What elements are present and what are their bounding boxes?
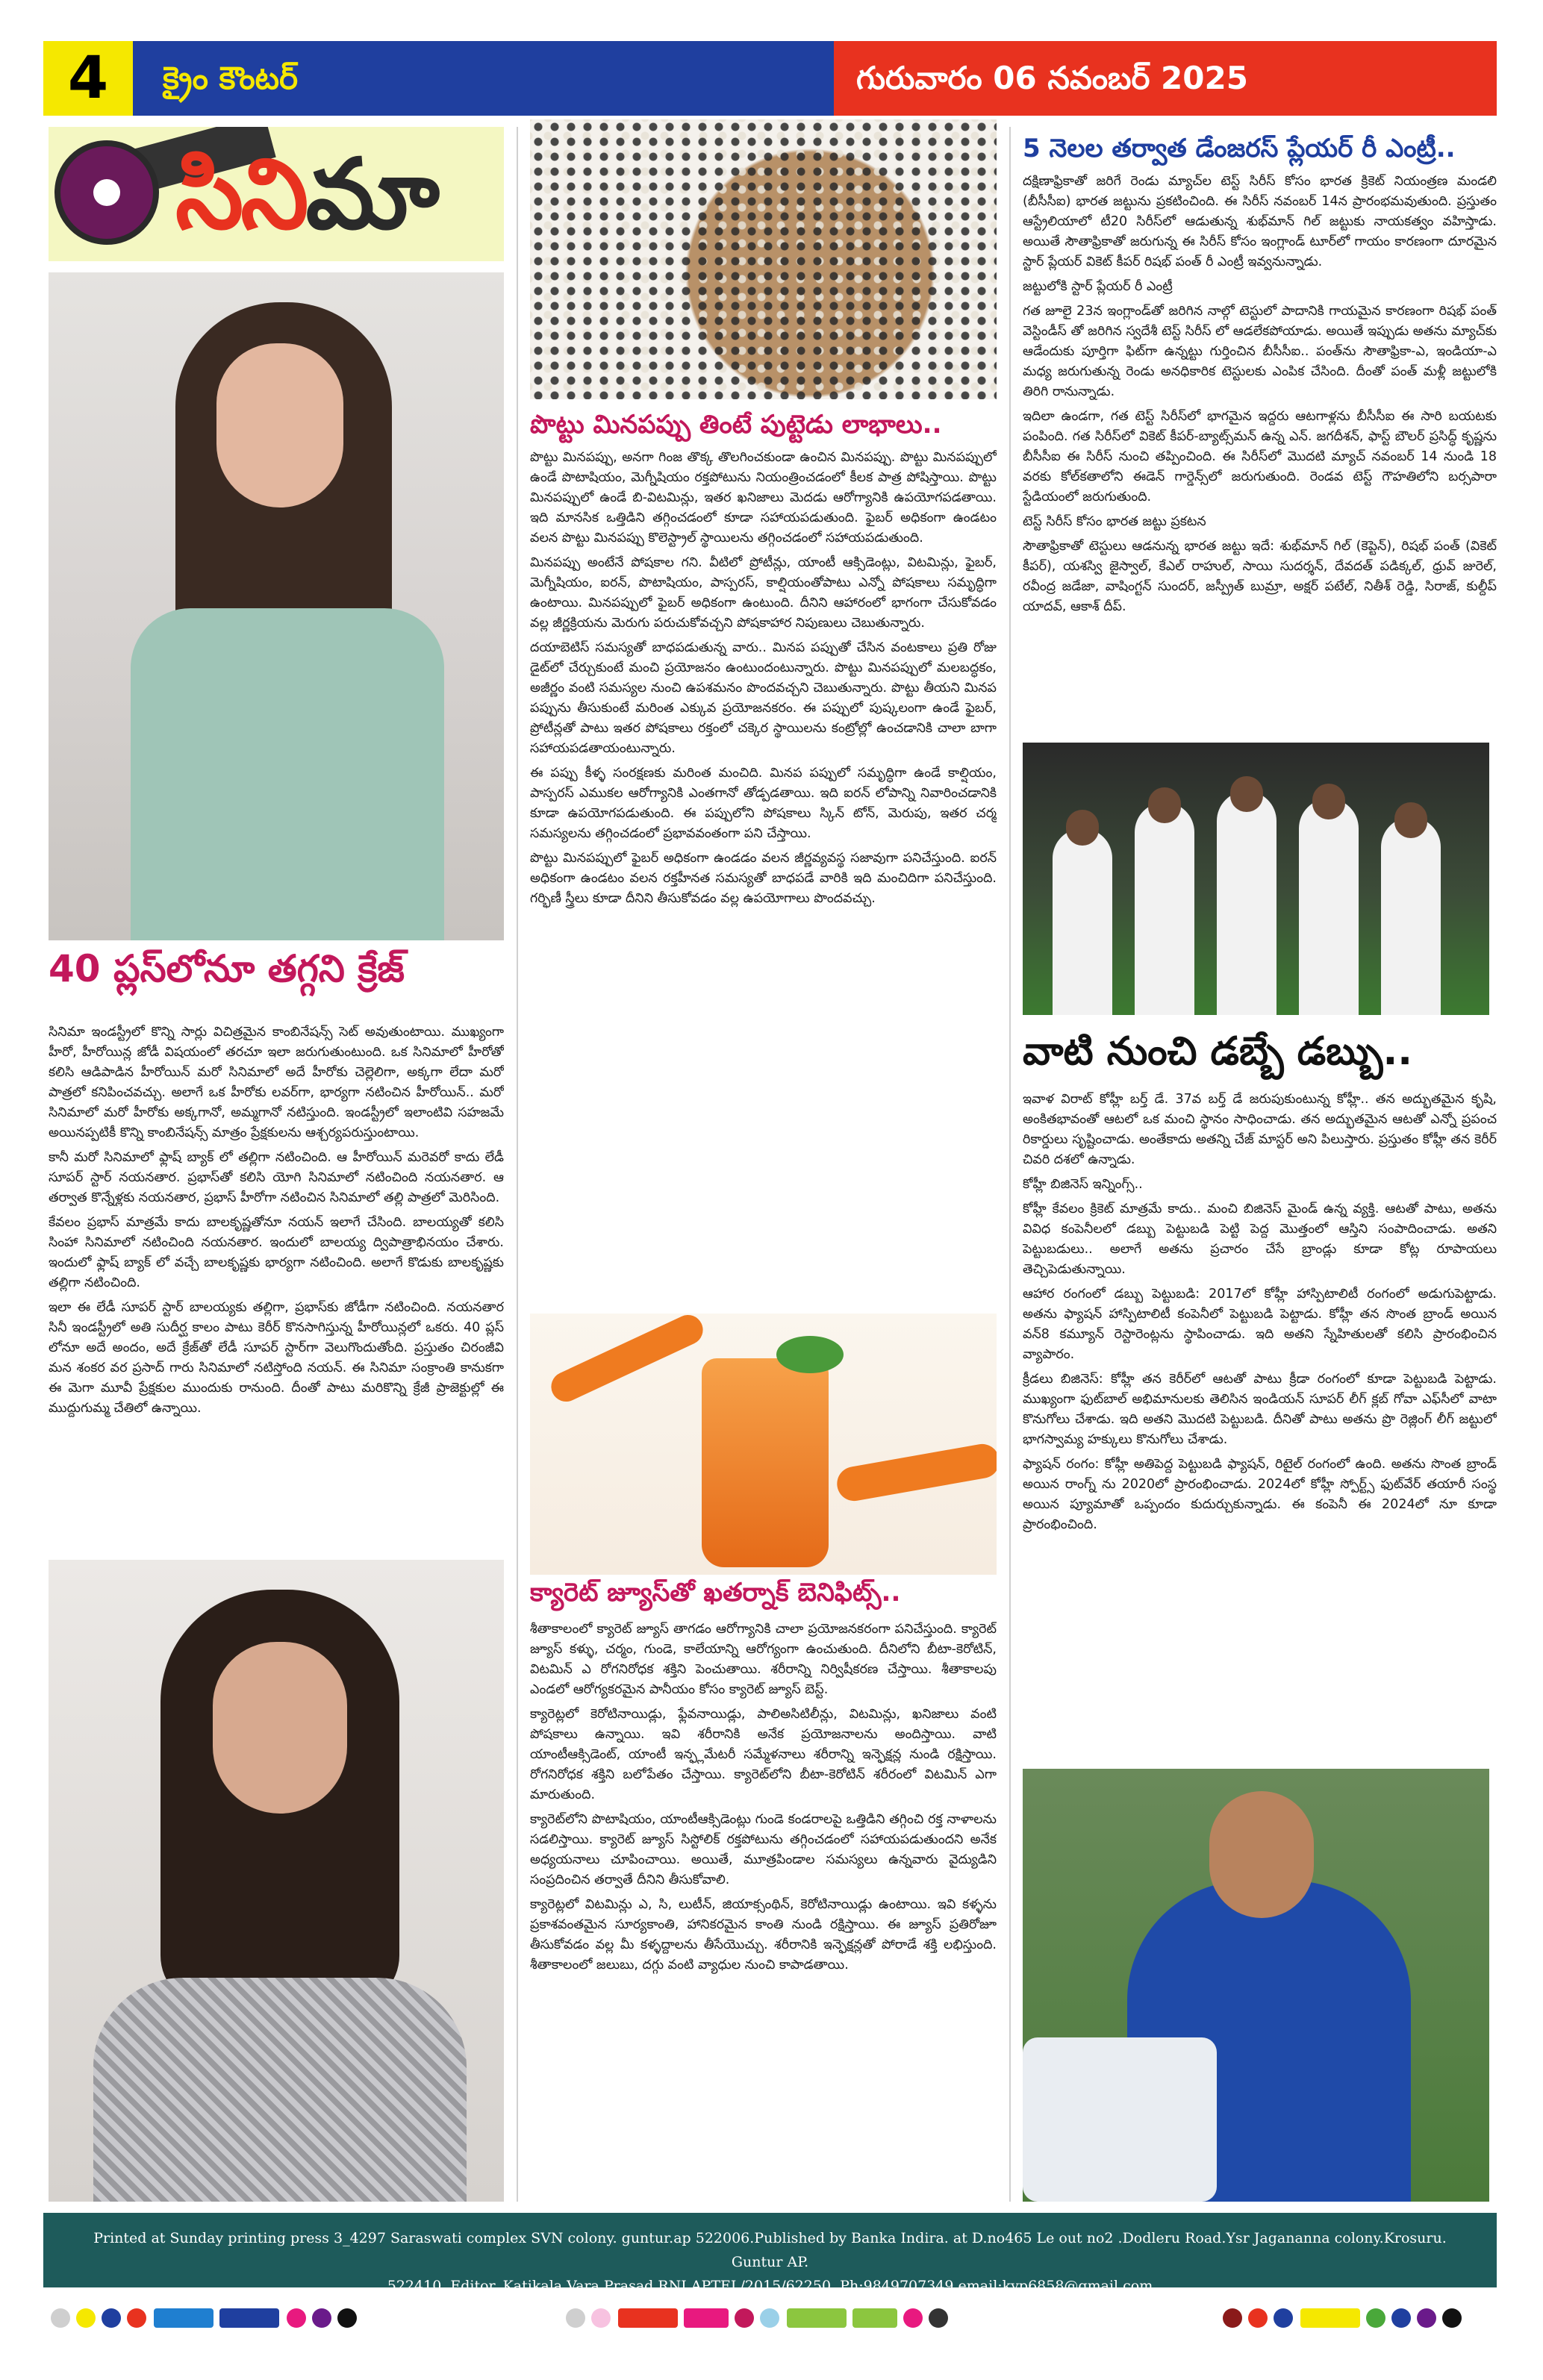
paragraph: సినిమా ఇండస్ట్రీలో కొన్ని సార్లు విచిత్రమైన కాంబినేషన్స్ సెట్ అవుతుంటాయి. ముఖ్యంగా హీరో, హీరోయిన్ల జోడీ విషయంలో తరచూ ఇలా జరుగుతుంటుంది. ఒక సినిమాలో హీరోతో కలిసి ఆడిపాడిన హీరోయిన్ మరో సినిమాలో అదే హీరోకు చెల్లెలిగా, అక్కగా లేదా మరో పాత్రలో కనిపించవచ్చు. అలాగే ఒక హీరోకు లవర్‌గా, భార్యగా నటించిన హీరోయిన్.. మరో సినిమాలో మరో హీరోకు అక్కగానో, అమ్మగానో నటిస్తుంది. ఇండస్ట్రీలో ఇలాంటివి సహజమే అయినప్పటికీ కొన్ని కాంబినేషన్స్ మాత్రం ప్రేక్షకులను ఆశ్చర్యపరుస్తుంటాయి. — [49, 1025, 504, 1140]
color-mark — [76, 2308, 96, 2328]
paragraph: దక్షిణాఫ్రికాతో జరిగే రెండు మ్యాచ్‌ల టెస్ట్ సిరీస్ కోసం భారత క్రికెట్ నియంత్రణ మండలి (బీసీసీఐ) భారత జట్టును ప్రకటించింది. ఈ సిరీస్ నవంబర్ 14న ప్రారంభమవుతుంది. ప్రస్తుతం ఆస్ట్రేలియాలో టీ20 సిరీస్‌లో ఆడుతున్న శుభ్‌మాన్ గిల్ జట్టుకు నాయకత్వం వహిస్తాడు. అయితే సౌతాఫ్రికాతో జరుగున్న ఈ సిరీస్ కోసం ఇంగ్లాండ్ టూర్‌లో గాయం కారణంగా దూరమైన స్టార్ ప్లేయర్ వికెట్ కీపర్ రిషభ్ పంత్ రీ ఎంట్రీ ఇవ్వనున్నాడు. — [1023, 174, 1497, 269]
photo-dress — [131, 608, 444, 940]
player-figure — [1381, 817, 1441, 1015]
article-carrot-headline: క్యారెట్ జ్యూస్‌తో ఖతర్నాక్ బెనిఫిట్స్.. — [530, 1578, 901, 1608]
color-mark — [102, 2308, 121, 2328]
color-mark — [566, 2308, 585, 2328]
photo-face — [1209, 1791, 1314, 1918]
article-carrot-body — [530, 1620, 997, 2202]
cricket-team-photo — [1023, 743, 1489, 1015]
subheading: జట్టులోకి స్టార్ ప్లేయర్ రీ ఎంట్రీ — [1023, 279, 1173, 294]
column-rule — [517, 127, 518, 2202]
player-figure — [1217, 791, 1277, 1015]
paragraph: కానీ మరో సినిమాలో ఫ్లాష్ బ్యాక్ లో తల్లిగా నటించింది. ఆ హీరోయిన్ మరెవరో కాదు లేడీ సూపర్ స్టార్ నయనతార. ప్రభాస్‌తో కలిసి యోగి సినిమాలో నటించింది నయనతార. ఆ తర్వాత కొన్నేళ్లకు నయనతార, ప్రభాస్ హీరోగా నటించిన సినిమాలో తల్లి పాత్రలో మెరిసింది. — [49, 1150, 504, 1205]
paragraph: ఆహార రంగంలో డబ్బు పెట్టుబడి: 2017లో కోహ్లీ హాస్పిటాలిటీ రంగంలో అడుగుపెట్టాడు. అతను ఫ్యాషన్ హాస్పిటాలిటీ కంపెనీలో పెట్టుబడి పెట్టాడు. కోహ్లీ తన సొంత బ్రాండ్ అయిన వన్8 కమ్యూన్ రెస్టారెంట్లను స్థాపించాడు. ఇది అతని స్నేహితులతో కలిసి ప్రారంభించిన వ్యాపారం. — [1023, 1287, 1497, 1362]
subheading: కోహ్లీ బిజినెస్ ఇన్నింగ్స్.. — [1023, 1177, 1143, 1192]
color-mark — [287, 2308, 306, 2328]
paragraph: క్యారెట్లలో కెరోటినాయిడ్లు, ఫ్లేవనాయిడ్లు, పాలిఅసిటిలీన్లు, విటమిన్లు, ఖనిజాలు వంటి పోషకాలు ఉన్నాయి. ఇవి శరీరానికి అనేక ప్రయోజనాలను అందిస్తాయి. వాటి యాంటీఆక్సిడెంట్, యాంటీ ఇన్ఫ్లమేటరీ సమ్మేళనాలు శరీరాన్ని ఇన్ఫెక్షన్ల నుండి రక్షిస్తాయి. రోగనిరోధక శక్తిని బలోపేతం చేస్తాయి. క్యారెట్‌లోని బీటా-కెరోటిన్ శరీరంలో విటమిన్ ఎగా మారుతుంది. — [530, 1707, 997, 1802]
color-bar — [684, 2308, 729, 2328]
logo-letter-3: మా — [305, 137, 437, 251]
color-mark — [337, 2308, 357, 2328]
player-figure — [1299, 799, 1359, 1015]
color-bar — [219, 2308, 279, 2328]
paragraph: శీతాకాలంలో క్యారెట్ జ్యూస్ తాగడం ఆరోగ్యానికి చాలా ప్రయోజనకరంగా పనిచేస్తుంది. క్యారెట్ జ్యూస్ కళ్ళు, చర్మం, గుండె, కాలేయాన్ని ఆరోగ్యంగా ఉంచుతుంది. దీనిలోని బీటా-కెరోటిన్, విటమిన్ ఎ రోగనిరోధక శక్తిని పెంచుతాయి. శరీరాన్ని నిర్విషీకరణ చేస్తాయి. శీతాకాలపు ఎండలో ఆరోగ్యకరమైన పానీయం కోసం క్యారెట్ జ్యూస్ బెస్ట్. — [530, 1622, 997, 1697]
imprint-line-2: 522410. Editor. Katikala Vara Prasad.RNI APTEL/2015/62250. Ph:9849707349 email:kvp6858@gmail.com — [387, 2278, 1153, 2294]
masthead — [43, 41, 1497, 116]
article-gram-body — [530, 448, 997, 1306]
photo-face — [216, 343, 343, 507]
article-cricket-headline: 5 నెలల తర్వాత డేంజరస్ ప్లేయర్ రీ ఎంట్రీ.. — [1023, 134, 1456, 163]
kohli-photo — [1023, 1769, 1489, 2202]
color-mark — [1417, 2308, 1436, 2328]
paragraph: ఇదిలా ఉండగా, గత టెస్ట్ సిరీస్‌లో భాగమైన ఇద్దరు ఆటగాళ్లను బీసీసీఐ ఈ సారి బయటకు పంపింది. గత సిరీస్‌లో వికెట్ కీపర్-బ్యాట్స్‌మన్ ఉన్న ఎన్. జగదీశన్, ఫాస్ట్ బౌలర్ ప్రసిద్ధ్ కృష్ణను బీసీసీఐ ఈ సిరీస్ నుంచి తప్పించింది. ఈ సిరీస్‌లో మొదటి మ్యాచ్ నవంబర్ 14 నుండి 18 వరకు కోల్‌కతాలోని ఈడెన్ గార్డెన్స్‌లో జరుగుతుంది. రెండవ టెస్ట్ గౌహతిలోని బర్సపారా స్టేడియంలో జరుగుతుంది. — [1023, 409, 1497, 505]
paragraph: ఫ్యాషన్ రంగం: కోహ్లీ అతిపెద్ద పెట్టుబడి ఫ్యాషన్, రిటైల్ రంగంలో ఉంది. అతను సొంత బ్రాండ్ అయిన రాంగ్న్ ను 2020లో ప్రారంభించాడు. 2024లో కోహ్లీ స్పోర్ట్స్ ఫుట్‌వేర్ తయారీ సంస్థ అయిన ప్యూమాతో ఒప్పందం కుదుర్చుకున్నాడు. ఈ కంపెనీ ఈ 2024లో నూ కూడా ప్రారంభించింది. — [1023, 1457, 1497, 1532]
color-bar — [618, 2308, 678, 2328]
paragraph: క్యారెట్‌లోని పొటాషియం, యాంటీఆక్సిడెంట్లు గుండె కండరాలపై ఒత్తిడిని తగ్గించి రక్త నాళాలను సడలిస్తాయి. క్యారెట్ జ్యూస్ సిస్టోలిక్ రక్తపోటును తగ్గించడంలో సహాయపడుతుందని అనేక అధ్యయనాలు చూపించాయి. అయితే, మూత్రపిండాల సమస్యలు ఉన్నవారు వైద్యుడిని సంప్రదించిన తర్వాతే దీనిని తీసుకోవాలి. — [530, 1812, 997, 1887]
player-head — [1230, 776, 1263, 812]
color-bar — [852, 2308, 897, 2328]
actress-photo-bottom — [49, 1560, 504, 2202]
color-mark — [1248, 2308, 1268, 2328]
paragraph: కేవలం ప్రభాస్ మాత్రమే కాదు బాలకృష్ణతోనూ నయన్ ఇలాగే చేసింది. బాలయ్యతో కలిసి సింహా సినిమాలో నటించింది నయనతార. ఇందులో బాలయ్య ద్విపాత్రాభినయం చేశారు. ఇందులో ఫ్లాష్ బ్యాక్ లో వచ్చే బాలకృష్ణకు భార్యగా నటించింది. అలాగే కొడుకు బాలకృష్ణకు తల్లిగా నటించింది. — [49, 1215, 504, 1290]
gram-seeds — [530, 119, 997, 399]
paragraph: సౌతాఫ్రికాతో టెస్టులు ఆడనున్న భారత జట్టు ఇదే: శుభ్‌మాన్ గిల్ (కెప్టెన్), రిషభ్ పంత్ (వికెట్ కీపర్), యశస్వి జైస్వాల్, కేఎల్ రాహుల్, సాయి సుదర్శన్, దేవదత్ పడిక్కల్, ధ్రువ్ జురెల్, రవీంద్ర జడేజా, వాషింగ్టన్ సుందర్, జస్ప్రీత్ బుమ్రా, అక్షర్ పటేల్, నితీశ్ రెడ్డి, సిరాజ్, కుల్దీప్ యాదవ్, ఆకాశ్ దీప్. — [1023, 539, 1497, 614]
imprint-line-1: Printed at Sunday printing press 3_4297 Saraswati complex SVN colony. guntur.ap 522006.Published by Banka Indira. at D.no465 Le out no2 .Dodleru Road.Ysr Jagananna colony.Krosuru. Guntur AP. — [93, 2230, 1447, 2270]
basil-leaf — [776, 1336, 844, 1373]
article-cricket-body — [1023, 172, 1497, 735]
section-title: క్రైం కౌంటర్ — [133, 41, 834, 116]
actress-photo-top — [49, 272, 504, 940]
color-mark — [591, 2308, 611, 2328]
paragraph: క్రీడలు బిజినెస్: కోహ్లీ తన కెరీర్‌లో ఆటతో పాటు క్రీడా రంగంలో కూడా పెట్టుబడి పెట్టాడు. ముఖ్యంగా ఫుట్‌బాల్ అభిమానులకు తెలిసిన ఇండియన్ సూపర్ లీగ్ క్లబ్ గోవా ఎఫ్‌సీలో వాటా కొనుగోలు చేశాడు. ఇది అతని మొదటి పెట్టుబడి. దీనితో పాటు అతను ప్రొ రెజ్లింగ్ లీగ్ జట్టులో భాగస్వామ్య హక్కులు కొనుగోలు చేశాడు. — [1023, 1372, 1497, 1447]
color-mark — [1366, 2308, 1385, 2328]
color-bar — [1300, 2308, 1360, 2328]
photo-dress — [93, 1978, 467, 2202]
paragraph: పొట్టు మినపప్పు, అనగా గింజ తొక్క తొలగించకుండా ఉంచిన మినపప్పు. పొట్టు మినపప్పులో ఉండే పొటాషియం, మెగ్నీషియం రక్తపోటును నియంత్రించడంలో కీలక పాత్ర పోషిస్తాయి. పొట్టు మినపప్పులో ఉండే బి-విటమిన్లు, ఇతర ఖనిజాలు మెదడు ఆరోగ్యానికి ఉపయోగపడతాయి. ఇది మానసిక ఒత్తిడిని తగ్గించడంలో కూడా సహాయపడుతుంది. ఫైబర్ అధికంగా ఉండటం వలన పొట్టు మినపప్పు కొలెస్ట్రాల్ స్థాయిలను తగ్గించడంలో సహాయపడుతుంది. — [530, 450, 997, 546]
cinema-logo-text — [175, 127, 437, 261]
player-head — [1066, 810, 1099, 846]
paragraph: ఇవాళ విరాట్ కోహ్లీ బర్త్ డే. 37వ బర్త్ డే జరుపుకుంటున్న కోహ్లీ.. తన అద్భుతమైన కృషి, అంకితభావంతో ఆటలో ఒక మంచి స్థానం సాధించాడు. తన అద్భుతమైన ఆటతో ఎన్నో ప్రపంచ రికార్డులు సృష్టించాడు. అంతేకాదు అతన్ని చేజ్ మాస్టర్ అని పిలుస్తారు. ప్రస్తుతం కోహ్లీ తన కెరీర్ చివరి దశలో ఉన్నాడు. — [1023, 1092, 1497, 1167]
player-head — [1148, 787, 1181, 823]
photo-face — [213, 1642, 347, 1814]
color-mark — [1274, 2308, 1293, 2328]
paragraph: గత జూలై 23న ఇంగ్లాండ్‌తో జరిగిన నాల్గో టెస్టులో పాదానికి గాయమైన కారణంగా రిషభ్ పంత్ వెస్టిండీస్ తో జరిగిన స్వదేశీ టెస్ట్ సిరీస్ లో ఆడలేకపోయాడు. అయితే ఇప్పుడు అతను మ్యాచ్‌కు ఆడేందుకు పూర్తిగా ఫిట్‌గా ఉన్నట్టు గుర్తించిన బీసీసీఐ.. పంత్‌ను సౌతాఫ్రికా-ఎ, ఇండియా-ఎ మధ్య జరుగుతున్న రెండు అనధికారిక టెస్టులకు ఎంపిక చేసింది. దీంతో పంత్ మళ్లీ జట్టులోకి తిరిగి రానున్నాడు. — [1023, 304, 1497, 399]
film-reel-icon — [54, 140, 159, 245]
paragraph: క్యారెట్లలో విటమిన్లు ఎ, సి, లుటీన్, జియాక్సంథిన్, కెరోటినాయిడ్లు ఉంటాయి. ఇవి కళ్ళను ప్రకాశవంతమైన సూర్యకాంతి, హానికరమైన కాంతి నుండి రక్షిస్తాయి. ఈ జ్యూస్ ప్రతిరోజూ తీసుకోవడం వల్ల మీ కళ్ళద్దాలను తీసేయొచ్చు. శరీరానికి ఇన్ఫెక్షన్లతో పోరాడే శక్తి లభిస్తుంది. శీతాకాలంలో జలుబు, దగ్గు వంటి వ్యాధుల నుంచి కాపాడతాయి. — [530, 1897, 997, 1973]
article-actress-body — [49, 1022, 504, 1545]
photo-batting-pad — [1023, 2037, 1217, 2202]
article-kohli-body — [1023, 1090, 1497, 1761]
color-mark — [929, 2308, 948, 2328]
color-bar — [787, 2308, 847, 2328]
color-bar — [154, 2308, 213, 2328]
carrot-shape — [546, 1314, 708, 1407]
article-actress-headline: 40 ప్లస్‌లోనూ తగ్గని క్రేజ్ — [49, 947, 405, 990]
player-head — [1394, 802, 1427, 838]
paragraph: కోహ్లీ కేవలం క్రికెట్ మాత్రమే కాదు.. మంచి బిజినెస్ మైండ్ ఉన్న వ్యక్తి. ఆటతో పాటు, అతను వివిధ కంపెనీలలో డబ్బు పెట్టుబడి పెట్టి పెద్ద మొత్తంలో ఆస్తిని సంపాదించాడు. అతని పెట్టుబడులు.. అలాగే అతను ప్రచారం చేసే బ్రాండ్లు కూడా కోట్ల రూపాయలు తెచ్చిపెడుతున్నాయి. — [1023, 1202, 1497, 1277]
color-mark — [903, 2308, 923, 2328]
color-mark — [735, 2308, 754, 2328]
paragraph: పొట్టు మినపప్పులో ఫైబర్ అధికంగా ఉండడం వలన జీర్ణవ్యవస్థ సజావుగా పనిచేస్తుంది. ఐరన్ అధికంగా ఉండటం వలన రక్తహీనత సమస్యతో బాధపడే వారికి ఇది మంచిదిగా పనిచేస్తుంది. గర్భిణీ స్త్రీలు కూడా దీనిని తీసుకోవడం వల్ల ఉపయోగాలు పొందవచ్చు. — [530, 851, 997, 906]
player-figure — [1053, 828, 1112, 1015]
black-gram-photo — [530, 119, 997, 399]
cinema-section-logo — [49, 127, 504, 261]
column-rule — [1009, 127, 1011, 2202]
color-mark — [760, 2308, 779, 2328]
player-head — [1312, 784, 1345, 819]
logo-letter-1: సి — [175, 137, 241, 251]
logo-letter-2: ని — [240, 137, 306, 251]
article-gram-headline: పొట్టు మినపప్పు తింటే పుట్టెడు లాభాలు.. — [530, 410, 942, 440]
juice-glass — [702, 1358, 829, 1567]
paragraph: ఈ పప్పు కీళ్ళ సంరక్షణకు మరింత మంచిది. మినప పప్పులో సమృద్ధిగా ఉండే కాల్షియం, పాస్పరస్ ఎముకల ఆరోగ్యానికి ఎంతగానో తోడ్పడతాయి. ఇది ఐరన్ లోపాన్ని నివారించడానికి కూడా ఉపయోగపడుతుంది. ఈ పప్పులోని పోషకాలు స్కిన్ టోన్, మెరుపు, ఇతర చర్మ సమస్యలను తగ్గించడంలో ప్రభావవంతంగా పని చేస్తాయి. — [530, 766, 997, 841]
subheading: టెస్ట్ సిరీస్ కోసం భారత జట్టు ప్రకటన — [1023, 514, 1206, 529]
color-mark — [312, 2308, 331, 2328]
imprint-footer — [43, 2213, 1497, 2294]
article-kohli-headline: వాటి నుంచి డబ్బే డబ్బు.. — [1023, 1029, 1413, 1074]
paragraph: ఇలా ఈ లేడీ సూపర్ స్టార్ బాలయ్యకు తల్లిగా, ప్రభాస్‌కు జోడీగా నటించింది. నయనతార సినీ ఇండస్ట్రీలో అతి సుదీర్ఘ కాలం పాటు కెరీర్ కొనసాగిస్తున్న హీరోయిన్లలో ఒకరు. 40 ప్లస్ లోనూ అదే అందం, అదే క్రేజ్‌తో లేడీ సూపర్ స్టార్‌గా వెలుగొందుతోంది. ప్రస్తుతం చిరంజీవి మన శంకర వర ప్రసాద్ గారు సినిమాలో నటిస్తోంది నయన్. ఈ సినిమా సంక్రాంతి కానుకగా ఈ మెగా మూవీ ప్రేక్షకుల ముందుకు రానుంది. దీంతో పాటు మరికొన్ని క్రేజీ ప్రాజెక్టుల్లో ఈ ముద్దుగుమ్మ చేతిలో ఉన్నాయి. — [49, 1300, 504, 1416]
color-mark — [1442, 2308, 1462, 2328]
carrot-juice-photo — [530, 1314, 997, 1575]
paragraph: దయాబెటిస్ సమస్యతో బాధపడుతున్న వారు.. మినప పప్పుతో చేసిన వంటకాలు ప్రతి రోజు డైట్‌లో చేర్చుకుంటే మంచి ప్రయోజనం ఉంటుందంటున్నారు. పొట్టు మినపప్పులో మలబద్ధకం, అజీర్ణం వంటి సమస్యల నుంచి ఉపశమనం పొందవచ్చని చెబుతున్నారు. పొట్టు తీయని మినప పప్పును తీసుకుంటే మరింత ఎక్కువ ప్రయోజనకరం. ఈ పప్పులో పుష్కలంగా ఉండే ఫైబర్, ప్రోటీన్లతో పాటు ఇతర పోషకాలు రక్తంలో చక్కెర స్థాయిలను కంట్రోల్లో ఉంచడానికి చాలా బాగా సహాయపడతాయంటున్నారు. — [530, 640, 997, 756]
print-registration-marks — [43, 2302, 1497, 2332]
page-number: 4 — [43, 41, 133, 116]
player-figure — [1135, 802, 1194, 1015]
color-mark — [51, 2308, 70, 2328]
color-mark — [1223, 2308, 1242, 2328]
issue-date: గురువారం 06 నవంబర్ 2025 — [834, 41, 1497, 116]
carrot-shape — [835, 1441, 997, 1504]
color-mark — [127, 2308, 146, 2328]
color-mark — [1391, 2308, 1411, 2328]
paragraph: మినపప్పు అంటేనే పోషకాల గని. వీటిలో ప్రోటీన్లు, యాంటీ ఆక్సిడెంట్లు, విటమిన్లు, ఫైబర్, మెగ్నీషియం, ఐరన్, పొటాషియం, పాస్పరస్, కాల్షియంతోపాటు ఎన్నో పోషకాలు సమృద్ధిగా ఉంటాయి. మినపప్పులో ఫైబర్ అధికంగా ఉంటుంది. దీనిని ఆహారంలో భాగంగా చేసుకోవడం వల్ల జీర్ణక్రియను మెరుగు పరుచుకోవచ్చని పోషకాహార నిపుణులు చెబుతున్నారు. — [530, 555, 997, 631]
